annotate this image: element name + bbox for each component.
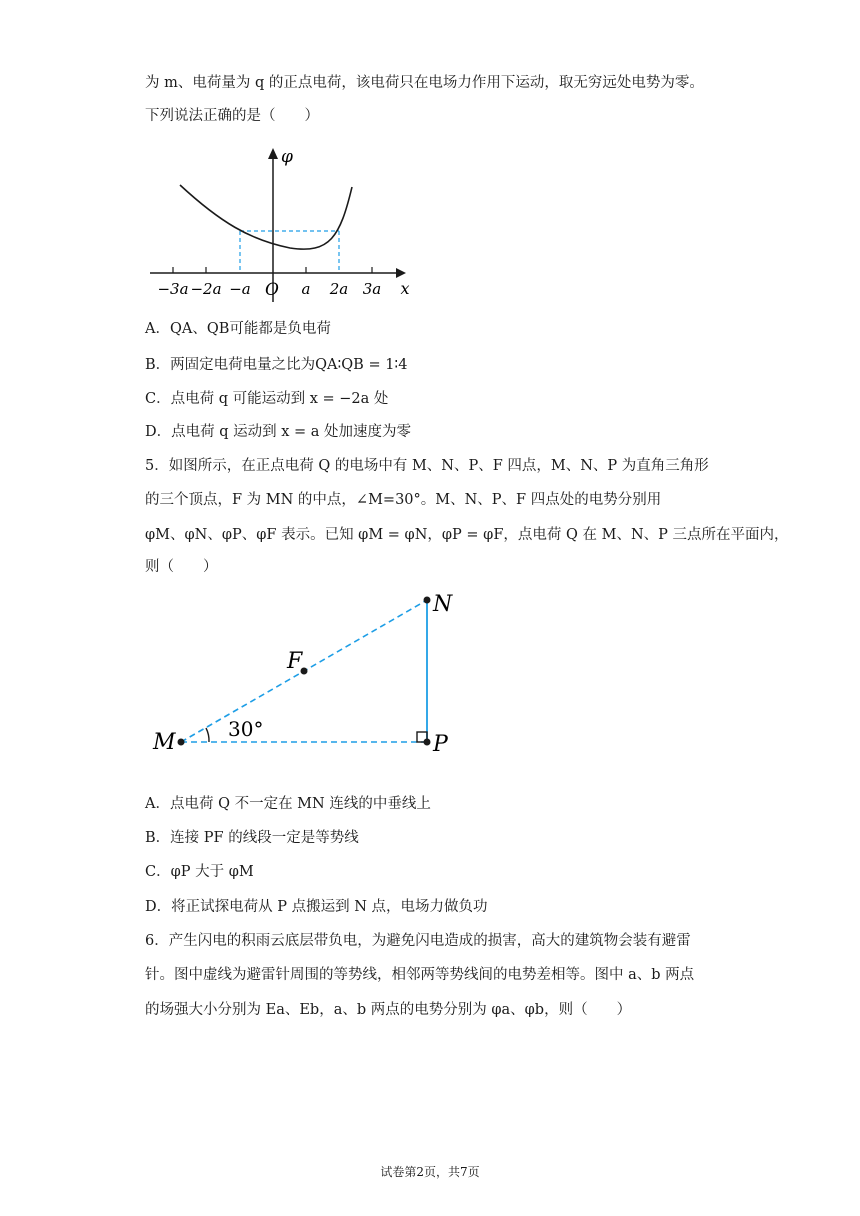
tick-label: −3a: [157, 280, 189, 298]
q4-option-a: A．QA、QB可能都是负电荷: [145, 321, 331, 337]
q5-option-d: D．将正试探电荷从 P 点搬运到 N 点，电场力做负功: [145, 899, 488, 915]
triangle-figure: [140, 588, 470, 763]
q4-option-b: B．两固定电荷电量之比为QA∶QB = 1∶4: [145, 357, 408, 373]
potential-graph: [140, 142, 430, 302]
q6-stem-line-3: 的场强大小分别为 Ea、Eb，a、b 两点的电势分别为 φa、φb，则（ ）: [145, 1002, 632, 1018]
angle-arc: [206, 728, 209, 742]
q5-option-b: B．连接 PF 的线段一定是等势线: [145, 830, 359, 846]
q5-option-a: A．点电荷 Q 不一定在 MN 连线的中垂线上: [145, 796, 431, 812]
label-n: N: [433, 592, 453, 617]
label-f: F: [287, 649, 303, 674]
q6-stem-line-1: 6．产生闪电的积雨云底层带负电，为避免闪电造成的损害，高大的建筑物会装有避雷: [145, 933, 691, 949]
origin-label: O: [265, 280, 279, 300]
x-axis-arrow: [396, 268, 406, 278]
tick-label: 3a: [362, 280, 382, 298]
y-axis-label: φ: [281, 147, 293, 167]
tick-label: −a: [229, 280, 251, 298]
x-axis-label: x: [400, 279, 410, 298]
label-m: M: [153, 730, 176, 755]
y-axis-arrow: [268, 148, 278, 159]
point-p: [424, 739, 431, 746]
page-footer: 试卷第2页，共7页: [380, 1165, 480, 1179]
q5-stem-line-1: 5．如图所示，在正点电荷 Q 的电场中有 M、N、P、F 四点，M、N、P 为直角三角形: [145, 458, 709, 474]
q4-stem-line-1: 为 m、电荷量为 q 的正点电荷，该电荷只在电场力作用下运动，取无穷远处电势为零。: [145, 75, 704, 91]
q4-option-d: D．点电荷 q 运动到 x = a 处加速度为零: [145, 424, 412, 440]
point-m: [178, 739, 185, 746]
tick-label: −2a: [190, 280, 222, 298]
q5-option-c: C．φP 大于 φM: [145, 864, 254, 880]
point-n: [424, 597, 431, 604]
q6-stem-line-2: 针。图中虚线为避雷针周围的等势线，相邻两等势线间的电势差相等。图中 a、b 两点: [145, 967, 695, 983]
potential-curve: [180, 185, 352, 249]
q4-stem-line-2: 下列说法正确的是（ ）: [145, 108, 319, 124]
label-p: P: [433, 732, 448, 757]
angle-label: 30°: [228, 717, 264, 741]
q5-stem-line-4: 则（ ）: [145, 559, 218, 575]
q4-option-c: C．点电荷 q 可能运动到 x = −2a 处: [145, 391, 389, 407]
q5-stem-line-2: 的三个顶点，F 为 MN 的中点，∠M=30°。M、N、P、F 四点处的电势分别用: [145, 492, 662, 508]
tick-label: 2a: [329, 280, 349, 298]
q5-stem-line-3: φM、φN、φP、φF 表示。已知 φM = φN，φP = φF，点电荷 Q 在 M、N、P 三点所在平面内，: [145, 527, 789, 543]
tick-label: a: [301, 280, 311, 298]
